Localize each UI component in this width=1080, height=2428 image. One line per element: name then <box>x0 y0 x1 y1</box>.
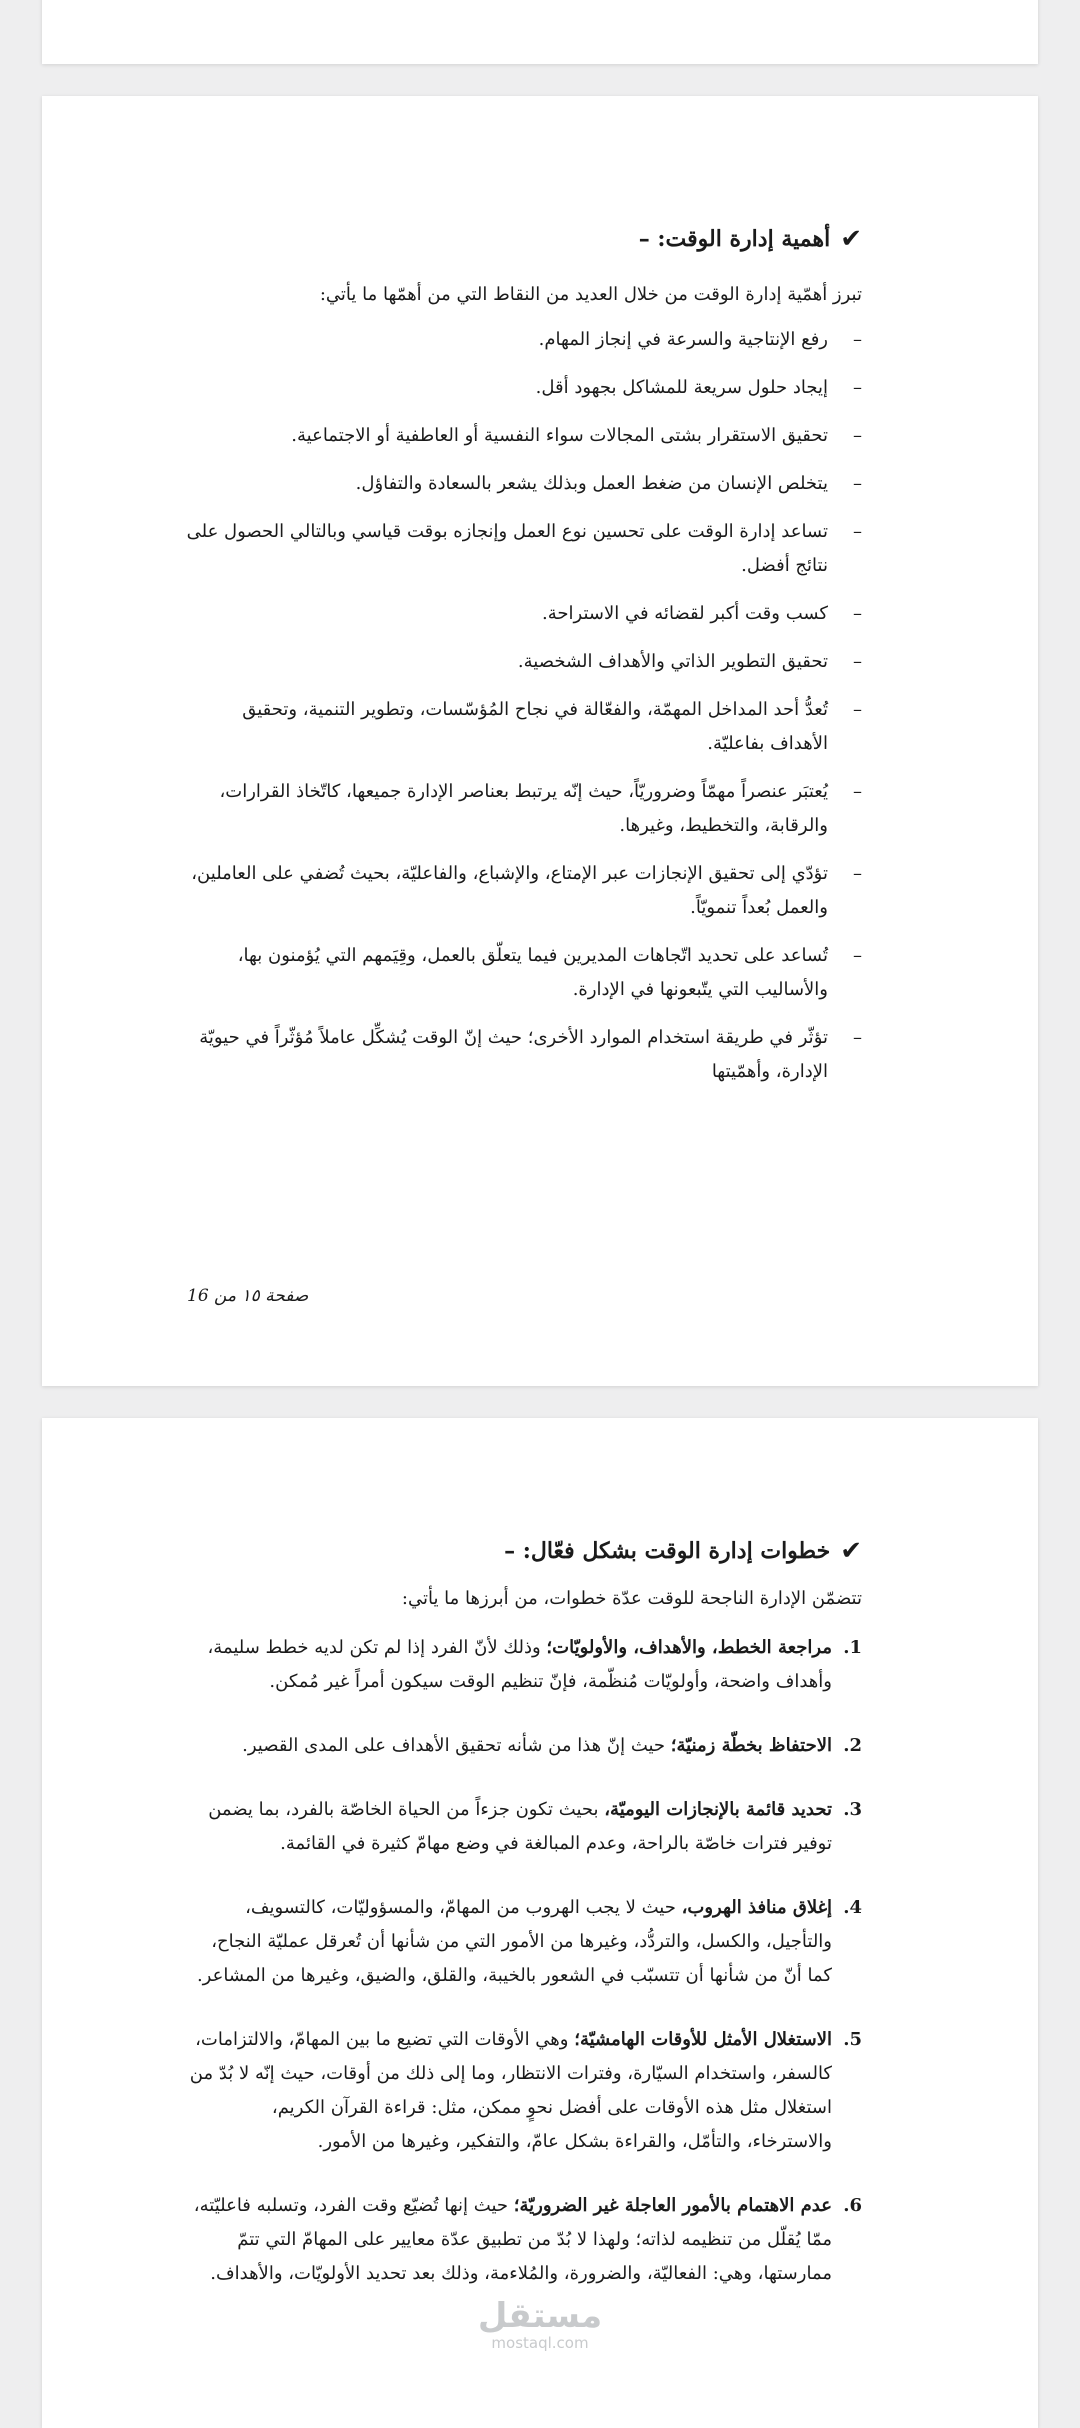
watermark-logo: مستقل mostaql.com <box>477 2296 603 2352</box>
document-page-10 <box>42 96 1038 1386</box>
intro-text: تبرز أهمّية إدارة الوقت من خلال العديد من النقاط التي من أهمّها ما يأتي: <box>319 284 862 305</box>
dash-bullet: – <box>853 425 862 446</box>
step-text: حيث إنها تُضيّع وقت الفرد، وتسلبه فاعليّته، ممّا يُقلّل من تنظيمه لذاته؛ ولهذا لا بُدّ من تطبيق عدّة معايير على المهامّ التي تتمّ ممارستها، وهي: الفعاليّة، والضرورة، والمُلاءمة، وذلك بعد تحديد الأولويّات، والأهداف. <box>193 2195 832 2284</box>
list-item-text: تؤثّر في طريقة استخدام الموارد الأخرى؛ حيث إنّ الوقت يُشكِّل عاملاً مُؤثّراً في حيويّة الإدارة، وأهمّيتها <box>199 1027 828 1082</box>
step-item <box>182 1729 862 1763</box>
dash-bullet: – <box>853 473 862 494</box>
list-item <box>182 857 862 925</box>
step-number: 6. <box>843 2195 862 2216</box>
step-title: عدم الاهتمام بالأمور العاجلة غير الضروريّة؛ <box>513 2195 832 2216</box>
step-text: حيث إنّ هذا من شأنه تحقيق الأهداف على المدى القصير. <box>242 1735 671 1756</box>
step-title: الاحتفاظ بخطّة زمنيّة؛ <box>670 1735 832 1756</box>
list-item-text: يتخلص الإنسان من ضغط العمل وبذلك يشعر بالسعادة والتفاؤل. <box>355 473 828 494</box>
list-item <box>182 693 862 761</box>
document-page-11 <box>42 1418 1038 2428</box>
previous-page <box>42 0 1038 64</box>
section-importance <box>182 224 862 1103</box>
check-mark-icon: ✔ <box>840 1536 862 1566</box>
list-item-text: تساعد إدارة الوقت على تحسين نوع العمل وإنجازه بوقت قياسي وبالتالي الحصول على نتائج أفضل. <box>186 521 828 576</box>
dash-bullet: – <box>853 329 862 350</box>
step-item <box>182 1793 862 1861</box>
step-number: 5. <box>843 2029 862 2050</box>
step-text: حيث لا يجب الهروب من المهامّ، والمسؤوليّات، كالتسويف، والتأجيل، والكسل، والتردُّد، وغيرها من الأمور التي من شأنها أن تُعرقل عمليّة النجاح، كما أنّ من شأنها أن تتسبّب في الشعور بالخيبة، والقلق، والضيق، وغيرها من المشاعر. <box>196 1897 832 1986</box>
step-text: بحيث تكون جزءاً من الحياة الخاصّة بالفرد، بما يضمن توفير فترات خاصّة بالراحة، وعدم المبالغة في وضع مهامّ كثيرة في القائمة. <box>208 1799 832 1854</box>
list-item <box>182 645 862 679</box>
list-item-text: تُعدُّ أحد المداخل المهمّة، والفعّالة في نجاح المُؤسّسات، وتطوير التنمية، وتحقيق الأهداف بفاعليّة. <box>242 699 828 754</box>
list-item-text: رفع الإنتاجية والسرعة في إنجاز المهام. <box>538 329 828 350</box>
step-title: الاستغلال الأمثل للأوقات الهامشيّة؛ <box>574 2029 832 2050</box>
importance-list <box>182 323 862 1089</box>
step-number: 1. <box>843 1637 862 1658</box>
dash-bullet: – <box>853 863 862 884</box>
heading-text: خطوات إدارة الوقت بشكل فعّال: – <box>504 1538 831 1564</box>
list-item <box>182 515 862 583</box>
step-number: 4. <box>843 1897 862 1918</box>
step-text: وهي الأوقات التي تضيع ما بين المهامّ، والالتزامات، كالسفر، واستخدام السيّارة، وفترات الانتظار، وما إلى ذلك من أوقات، حيث إنّه لا بُدّ من استغلال مثل هذه الأوقات على أفضل نحوٍ ممكن، مثل: قراءة القرآن الكريم، والاسترخاء، والتأمّل، والقراءة بشكل عامّ، والتفكير، وغيرها من الأمور. <box>189 2029 832 2152</box>
dash-bullet: – <box>853 781 862 802</box>
list-item <box>182 775 862 843</box>
step-item <box>182 2023 862 2159</box>
step-number: 2. <box>843 1735 862 1756</box>
heading-text: أهمية إدارة الوقت: – <box>638 226 831 252</box>
step-item <box>182 1631 862 1699</box>
intro-text: تتضمّن الإدارة الناجحة للوقت عدّة خطوات، من أبرزها ما يأتي: <box>401 1588 862 1609</box>
list-item <box>182 597 862 631</box>
step-number: 3. <box>843 1799 862 1820</box>
dash-bullet: – <box>853 651 862 672</box>
dash-bullet: – <box>853 945 862 966</box>
list-item-text: إيجاد حلول سريعة للمشاكل بجهود أقل. <box>535 377 828 398</box>
list-item-text: تحقيق الاستقرار بشتى المجالات سواء النفسية أو العاطفية أو الاجتماعية. <box>291 425 828 446</box>
list-item <box>182 371 862 405</box>
check-mark-icon: ✔ <box>840 224 862 254</box>
dash-bullet: – <box>853 377 862 398</box>
steps-list <box>182 1631 862 2291</box>
list-item <box>182 1021 862 1089</box>
section-heading <box>182 224 862 254</box>
list-item <box>182 939 862 1007</box>
dash-bullet: – <box>853 699 862 720</box>
list-item <box>182 323 862 357</box>
list-item <box>182 467 862 501</box>
list-item-text: كسب وقت أكبر لقضائه في الاستراحة. <box>542 603 828 624</box>
section-steps <box>182 1536 862 2321</box>
dash-bullet: – <box>853 521 862 542</box>
step-title: تحديد قائمة بالإنجازات اليوميّة، <box>604 1799 832 1820</box>
section-heading <box>182 1536 862 1566</box>
list-item-text: تحقيق التطوير الذاتي والأهداف الشخصية. <box>517 651 828 672</box>
step-text: وذلك لأنّ الفرد إذا لم تكن لديه خطط سليمة، وأهداف واضحة، وأولويّات مُنظّمة، فإنّ تنظيم الوقت سيكون أمراً غير مُمكن. <box>207 1637 832 1692</box>
dash-bullet: – <box>853 603 862 624</box>
list-item-text: تؤدّي إلى تحقيق الإنجازات عبر الإمتاع، والإشباع، والفاعليّة، بحيث تُضفي على العاملين، والعمل بُعداً تنمويّاً. <box>191 863 828 918</box>
page-footer: صفحة ١٥ من 16 <box>187 1286 309 1306</box>
step-item <box>182 1891 862 1993</box>
step-item <box>182 2189 862 2291</box>
list-item-text: تُساعد على تحديد اتّجاهات المديرين فيما يتعلّق بالعمل، وقِيَمهم التي يُؤمنون بها، والأساليب التي يتّبعونها في الإدارة. <box>237 945 828 1000</box>
list-item <box>182 419 862 453</box>
dash-bullet: – <box>853 1027 862 1048</box>
step-title: إغلاق منافذ الهروب، <box>681 1897 832 1918</box>
step-title: مراجعة الخطط، والأهداف، والأولويّات؛ <box>546 1637 832 1658</box>
list-item-text: يُعتبَر عنصراً مهمّاً وضروريّاً، حيث إنّه يرتبط بعناصر الإدارة جميعها، كاتّخاذ القرارات، والرقابة، والتخطيط، وغيرها. <box>219 781 828 836</box>
